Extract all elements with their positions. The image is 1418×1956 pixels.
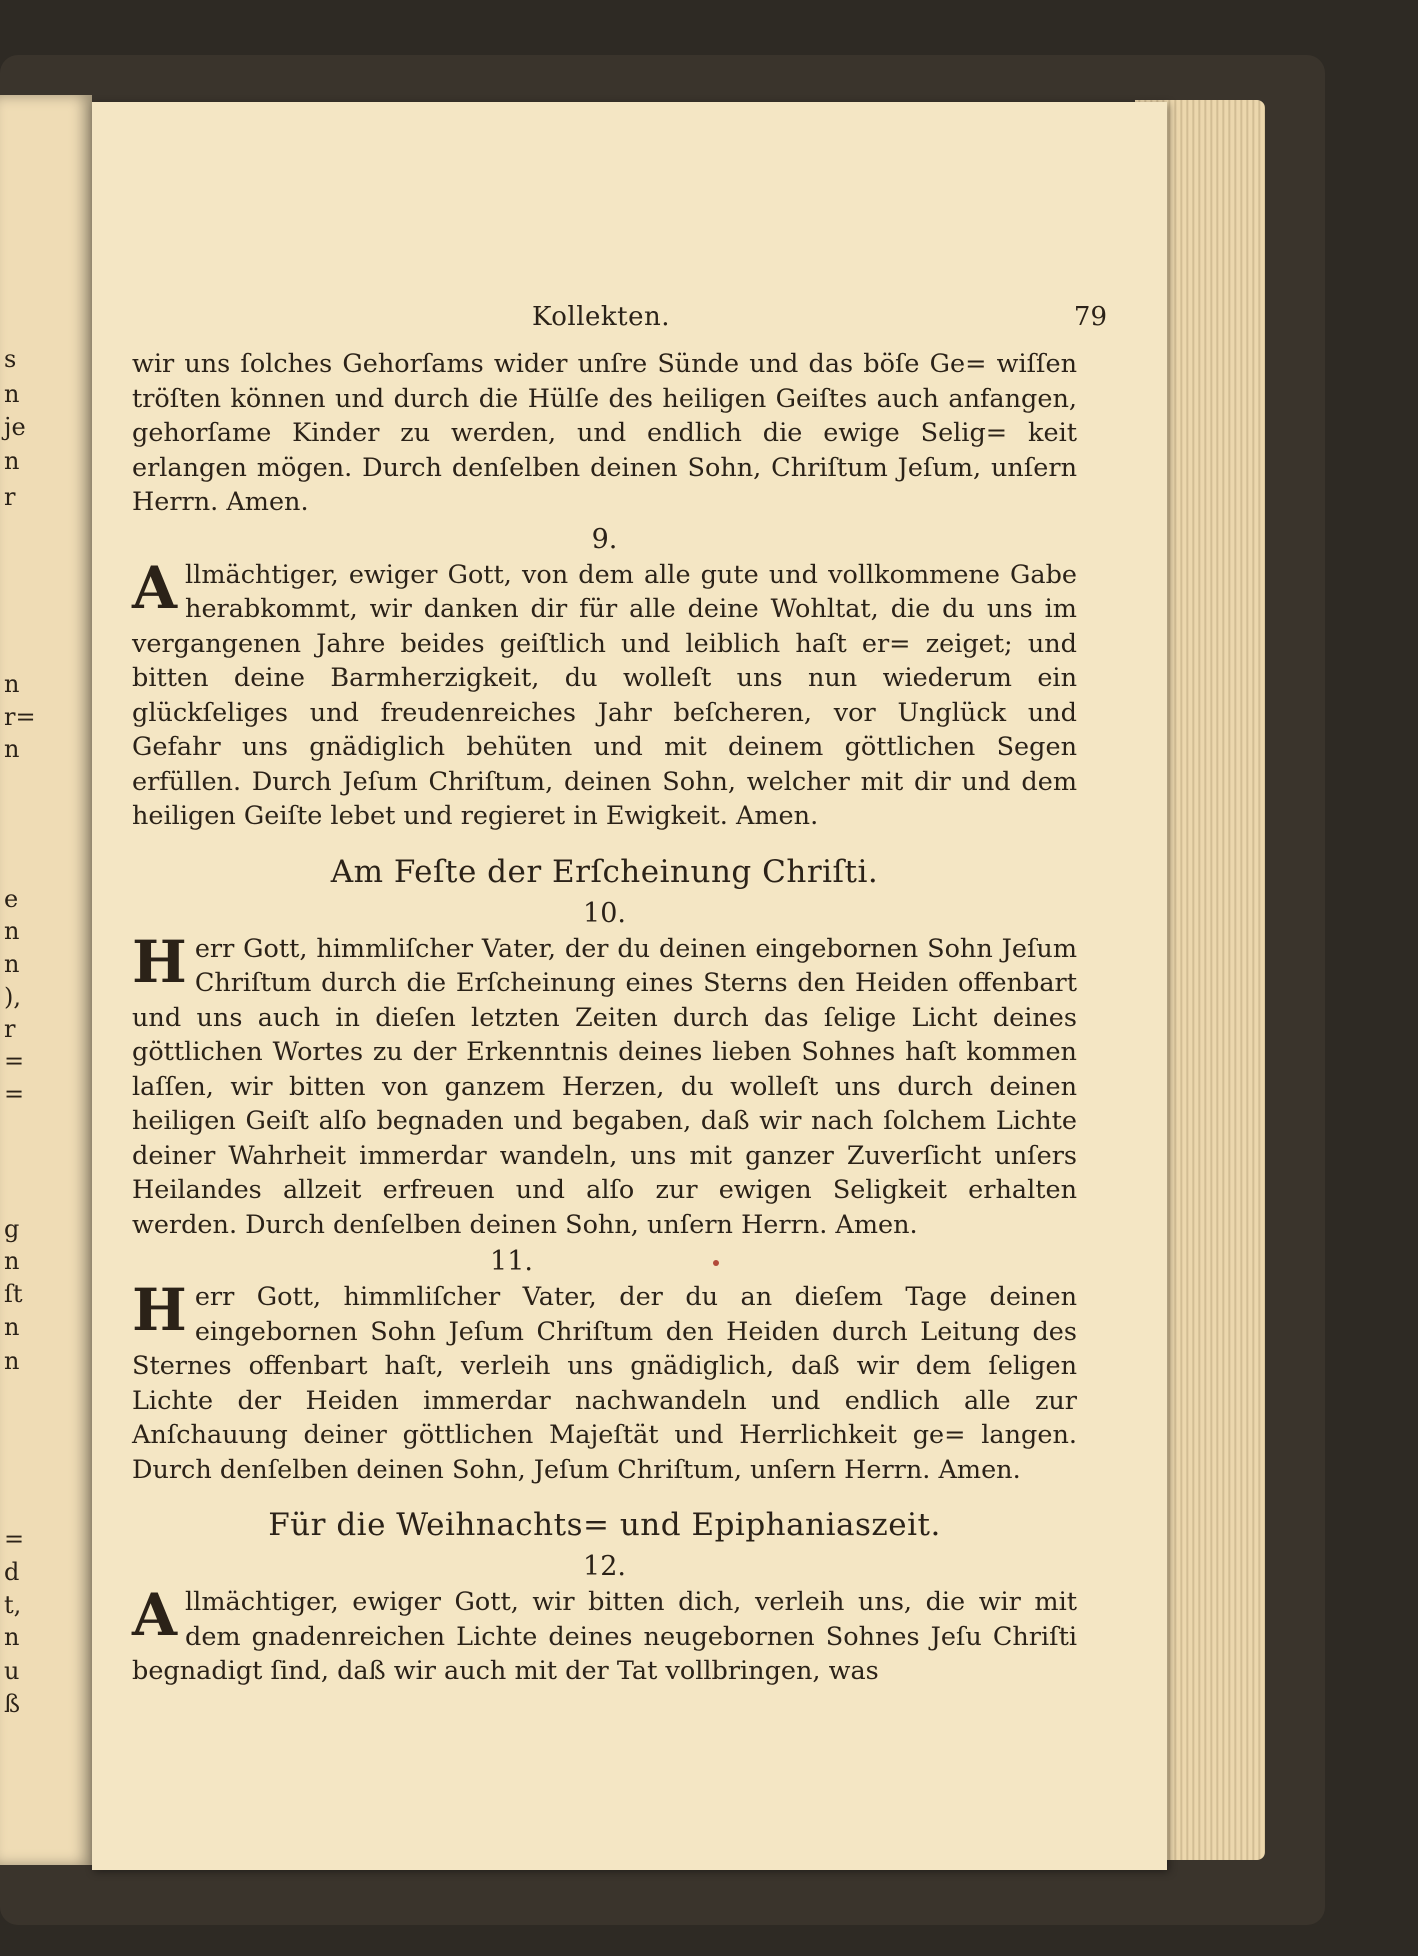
left-fragment: r	[4, 1015, 16, 1043]
left-fragment: n	[4, 1247, 20, 1275]
page-header	[92, 302, 1167, 342]
collect-number: 10.	[583, 897, 626, 929]
collect-paragraph	[132, 1276, 1077, 1487]
left-fragment: ),	[4, 983, 21, 1011]
collect-text: err Gott, himmliſcher Vater, der du an dieſem Tage deinen eingebornen Sohn Jeſum Chriſtum den Heiden durch Leitung des Sternes offenbart haſt, verleih uns gnädiglich, daß wir dem ſeligen Lichte der Heiden immerdar nachwandeln und endlich alle zur Anſchauung deiner göttlichen Majeſtät und Herrlichkeit ge= langen. Durch denſelben deinen Sohn, Jeſum Chriſtum, unſern Herrn. Amen.	[132, 1282, 1077, 1485]
drop-cap: A	[132, 553, 178, 622]
left-fragment: n	[4, 1347, 20, 1375]
page-body	[132, 347, 1077, 1689]
collect-text: llmächtiger, ewiger Gott, von dem alle gute und vollkommene Gabe herabkommt, wir danken dir für alle deine Wohltat, die du uns im vergangenen Jahre beides geiſtlich und leiblich haſt er= zeiget; und bitten deine Barmherzigkeit, du wolleſt uns nun wiederum ein glückſeliges und freudenreiches Jahr beſcheren, vor Unglück und Gefahr uns gnädiglich behüten und mit deinem göttlichen Segen erfüllen. Durch Jeſum Chriſtum, deinen Sohn, welcher mit dir und dem heiligen Geiſte lebet und regieret in Ewigkeit. Amen.	[132, 559, 1077, 831]
collect-number: 9.	[591, 523, 618, 555]
left-fragment: ſt	[4, 1280, 23, 1308]
collect-text: err Gott, himmliſcher Vater, der du deinen eingebornen Sohn Jeſum Chriſtum durch die Erſcheinung eines Sterns den Heiden offenbart und uns auch in dieſen letzten Zeiten durch das ſelige Licht deines göttlichen Wortes zu der Erkenntnis deines lieben Sohnes haſt kommen laſſen, wir bitten von ganzem Herzen, du wolleſt uns durch deinen heiligen Geiſt alſo begnaden und begaben, daß wir nach ſolchem Lichte deiner Wahrheit immerdar wandeln, uns mit ganzer Zuverſicht unſers Heilandes allzeit erfreuen und alſo zur ewigen Seligkeit erhalten werden. Durch denſelben deinen Sohn, unſern Herrn. Amen.	[132, 933, 1077, 1240]
left-fragment: e	[4, 885, 19, 913]
left-fragment: n	[4, 670, 20, 698]
left-fragment: je	[4, 413, 26, 441]
left-fragment: n	[4, 1623, 20, 1651]
running-head: Kollekten.	[532, 302, 670, 332]
left-fragment: n	[4, 917, 20, 945]
ink-dot-mark	[713, 1260, 719, 1266]
book-page	[92, 102, 1167, 1870]
collect-number: 12.	[583, 1551, 626, 1582]
collect-number	[132, 1244, 1077, 1280]
left-fragment: s	[4, 345, 17, 373]
left-page-fragments	[0, 95, 36, 1865]
left-fragment: n	[4, 380, 20, 408]
left-fragment: d	[4, 1558, 20, 1586]
left-fragment: =	[4, 1047, 25, 1075]
left-fragment: u	[4, 1657, 20, 1685]
left-fragment: n	[4, 735, 20, 763]
page-number: 79	[1073, 302, 1107, 332]
left-fragment: t,	[4, 1591, 22, 1619]
left-fragment: n	[4, 1313, 20, 1341]
drop-cap: H	[132, 927, 187, 996]
left-fragment: r	[4, 483, 16, 511]
section-heading: Für die Weihnachts= und Epiphaniaszeit.	[268, 1507, 941, 1543]
collect-paragraph	[132, 1581, 1077, 1689]
section-heading: Am Feſte der Erſcheinung Chriſti.	[330, 853, 879, 890]
collect-paragraph	[132, 927, 1077, 1243]
left-fragment: n	[4, 950, 20, 978]
drop-cap: A	[132, 1581, 178, 1649]
left-fragment: =	[4, 1080, 25, 1108]
left-fragment: ß	[4, 1690, 21, 1718]
left-page-edge	[0, 95, 92, 1865]
left-fragment: r=	[4, 703, 36, 731]
left-fragment: =	[4, 1525, 25, 1553]
collect-paragraph	[132, 553, 1077, 834]
collect-number-text: 11.	[490, 1246, 533, 1277]
left-fragment: n	[4, 447, 20, 475]
intro-paragraph: wir uns ſolches Gehorſams wider unſre Sünde und das böſe Ge= wiſſen tröſten können und durch die Hülſe des heiligen Geiſtes auch anfangen, gehorſame Kinder zu werden, und endlich die ewige Selig= keit erlangen mögen. Durch denſelben deinen Sohn, Chriſtum Jeſum, unſern Herrn. Amen.	[132, 349, 1077, 517]
collect-text: llmächtiger, ewiger Gott, wir bitten dich, verleih uns, die wir mit dem gnadenreichen Lichte deines neugebornen Sohnes Jeſu Chriſti begnadigt ſind, daß wir auch mit der Tat vollbringen, was	[132, 1587, 1077, 1686]
left-fragment: g	[4, 1215, 20, 1243]
drop-cap: H	[132, 1276, 187, 1344]
